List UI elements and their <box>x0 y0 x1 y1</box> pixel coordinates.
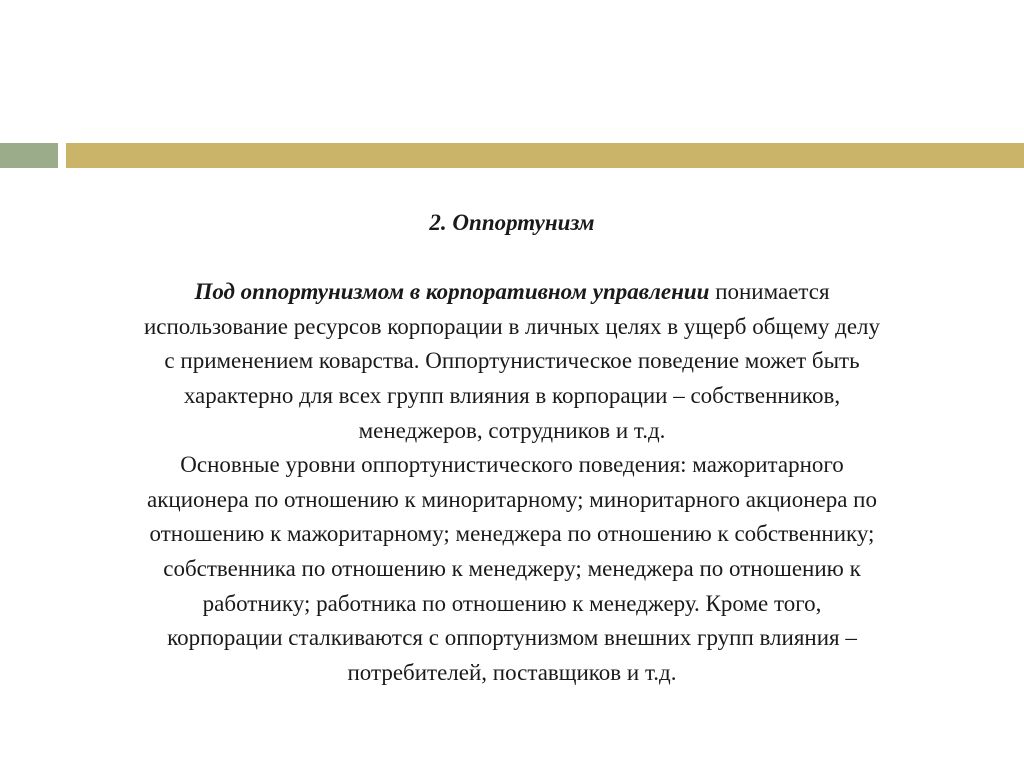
definition-lead-term: Под оппортунизмом в корпоративном управлении <box>194 279 710 305</box>
definition-paragraph <box>30 275 994 448</box>
slide-content <box>30 206 994 690</box>
definition-line-1-rest: понимается <box>709 279 830 305</box>
definition-line: менеджеров, сотрудников и т.д. <box>358 417 666 443</box>
definition-line: использование ресурсов корпорации в личных целях в ущерб общему делу <box>143 313 881 339</box>
levels-line: собственника по отношению к менеджеру; менеджера по отношению к <box>163 555 861 581</box>
levels-line: корпорации сталкиваются с оппортунизмом внешних групп влияния – <box>167 625 857 651</box>
definition-line: характерно для всех групп влияния в корпорации – собственников, <box>183 382 841 408</box>
levels-line: отношению к мажоритарному; менеджера по отношению к собственнику; <box>149 521 875 547</box>
levels-line: потребителей, поставщиков и т.д. <box>347 659 677 685</box>
definition-line-1 <box>30 275 994 310</box>
blank-line <box>30 241 994 276</box>
slide-heading: 2. Оппортунизм <box>429 210 595 235</box>
definition-line: с применением коварства. Оппортунистическое поведение может быть <box>164 348 860 374</box>
accent-bar-green-segment <box>0 143 58 168</box>
levels-line: Основные уровни оппортунистического поведения: мажоритарного <box>180 452 844 478</box>
levels-line: работнику; работника по отношению к менеджеру. Кроме того, <box>202 590 822 616</box>
levels-paragraph <box>30 448 994 690</box>
accent-bar <box>0 143 1024 168</box>
accent-bar-gold-segment <box>66 143 1024 168</box>
levels-line: акционера по отношению к миноритарному; миноритарного акционера по <box>147 486 877 512</box>
